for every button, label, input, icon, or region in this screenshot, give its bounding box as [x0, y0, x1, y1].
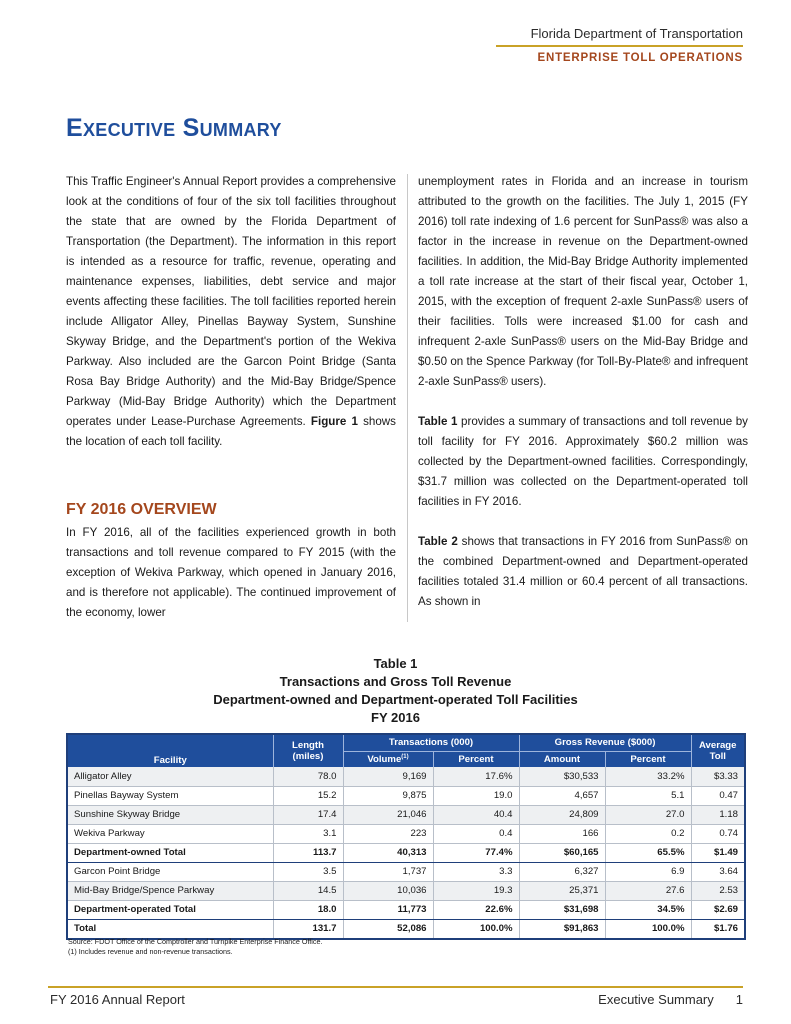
cell-facility: Sunshine Skyway Bridge	[68, 805, 273, 824]
cell-volume: 11,773	[343, 900, 433, 919]
cell-amount: $31,698	[519, 900, 605, 919]
col-header-facility: Facility	[68, 735, 273, 767]
table-row	[68, 900, 744, 919]
right-paragraph-2	[418, 412, 748, 512]
cell-avg-toll: 2.53	[691, 881, 744, 900]
cell-volume: 10,036	[343, 881, 433, 900]
col-header-length: Length (miles)	[273, 735, 343, 767]
cell-volume: 9,169	[343, 767, 433, 786]
header-rule	[496, 45, 743, 47]
cell-amount-percent: 33.2%	[605, 767, 691, 786]
overview-heading: FY 2016 OVERVIEW	[66, 501, 217, 518]
cell-length: 131.7	[273, 919, 343, 938]
footer-section-name: Executive Summary	[598, 992, 714, 1007]
cell-length: 78.0	[273, 767, 343, 786]
table-2-ref: Table 2	[418, 535, 458, 548]
table-caption-year: FY 2016	[371, 710, 420, 725]
overview-column	[66, 523, 396, 623]
right-paragraph-2-text: provides a summary of transactions and toll revenue by toll facility for FY 2016. Approximately $60.2 million was collected by the Department-owned facilities. Correspondingly, $31.7 million was collected on the Department-operated toll facilities in FY 2016.	[418, 415, 748, 508]
cell-volume-percent: 17.6%	[433, 767, 519, 786]
cell-amount: 25,371	[519, 881, 605, 900]
table-body	[68, 767, 744, 938]
table-row	[68, 862, 744, 881]
toll-revenue-table	[66, 733, 746, 940]
table-row	[68, 805, 744, 824]
cell-facility: Wekiva Parkway	[68, 824, 273, 843]
cell-volume-percent: 77.4%	[433, 843, 519, 862]
cell-volume-percent: 19.3	[433, 881, 519, 900]
cell-length: 18.0	[273, 900, 343, 919]
col-group-revenue: Gross Revenue ($000)	[519, 735, 691, 751]
cell-amount: 4,657	[519, 786, 605, 805]
cell-volume: 1,737	[343, 862, 433, 881]
cell-length: 15.2	[273, 786, 343, 805]
col-header-volume-label: Volume	[367, 753, 402, 765]
right-paragraph-1: unemployment rates in Florida and an increase in tourism attributed to the growth on the facilities. The July 1, 2015 (FY 2016) toll rate indexing of 1.6 percent for SunPass® was also a factor in the increase in revenue on the Department-owned facilities. In addition, the Mid-Bay Bridge Authority implemented a toll rate increase at the start of their fiscal year, October 1, 2015, with the exception of frequent 2-axle SunPass® users of their facilities. Tolls were increased $1.00 for cash and infrequent 2-axle SunPass® users on the Mid-Bay Bridge and $0.50 on the Spence Parkway (for Toll-By-Plate® and infrequent 2-axle SunPass® users).	[418, 175, 748, 388]
cell-facility: Pinellas Bayway System	[68, 786, 273, 805]
table-1-ref: Table 1	[418, 415, 458, 428]
cell-volume: 21,046	[343, 805, 433, 824]
cell-amount: 166	[519, 824, 605, 843]
table-footnote: (1) Includes revenue and non-revenue transactions.	[68, 947, 233, 956]
cell-amount-percent: 65.5%	[605, 843, 691, 862]
cell-avg-toll: 3.64	[691, 862, 744, 881]
cell-volume: 9,875	[343, 786, 433, 805]
cell-amount: $91,863	[519, 919, 605, 938]
cell-amount: 6,327	[519, 862, 605, 881]
cell-avg-toll: $1.76	[691, 919, 744, 938]
cell-volume: 40,313	[343, 843, 433, 862]
cell-facility: Garcon Point Bridge	[68, 862, 273, 881]
cell-length: 17.4	[273, 805, 343, 824]
table-source-text: Source: FDOT Office of the Comptroller and Turnpike Enterprise Finance Office.	[68, 937, 323, 946]
header-division: ENTERPRISE TOLL OPERATIONS	[537, 52, 743, 64]
table-row	[68, 881, 744, 900]
cell-amount-percent: 27.6	[605, 881, 691, 900]
col-group-transactions: Transactions (000)	[343, 735, 519, 751]
volume-footnote-marker: (1)	[401, 753, 409, 760]
col-header-amount: Amount	[519, 751, 605, 767]
cell-volume-percent: 19.0	[433, 786, 519, 805]
table-caption-subtitle: Department-owned and Department-operated Toll Facilities	[213, 692, 578, 707]
col-header-volume	[343, 751, 433, 767]
cell-avg-toll: 0.74	[691, 824, 744, 843]
cell-amount: $30,533	[519, 767, 605, 786]
cell-avg-toll: 0.47	[691, 786, 744, 805]
overview-paragraph: In FY 2016, all of the facilities experienced growth in both transactions and toll revenue compared to FY 2015 (with the exception of Wekiva Parkway, which opened in January 2016, and is therefore not applicable). The continued improvement of the economy, lower	[66, 526, 396, 619]
cell-length: 3.5	[273, 862, 343, 881]
cell-amount-percent: 5.1	[605, 786, 691, 805]
cell-facility: Total	[68, 919, 273, 938]
cell-facility: Department-owned Total	[68, 843, 273, 862]
table-row	[68, 843, 744, 862]
cell-length: 113.7	[273, 843, 343, 862]
cell-facility: Mid-Bay Bridge/Spence Parkway	[68, 881, 273, 900]
table-row	[68, 767, 744, 786]
cell-volume-percent: 40.4	[433, 805, 519, 824]
table-row	[68, 824, 744, 843]
col-header-avg-toll: Average Toll	[691, 735, 744, 767]
intro-text: This Traffic Engineer's Annual Report provides a comprehensive look at the conditions of four of the six toll facilities throughout the state that are owned by the Florida Department of Transportation (the Department). The information in this report is intended as a resource for traffic, revenue, operating and maintenance expenses, liabilities, debt service and major events affecting these facilities. The toll facilities reported herein include Alligator Alley, Pinellas Bayway System, Sunshine Skyway Bridge, and the Department's portion of the Wekiva Parkway. Also included are the Garcon Point Bridge (Santa Rosa Bay Bridge Authority) and the Mid-Bay Bridge/Spence Parkway (Mid-Bay Bridge Authority) which the Department operates under Lease-Purchase Agreements.	[66, 175, 396, 428]
cell-amount-percent: 0.2	[605, 824, 691, 843]
cell-amount: 24,809	[519, 805, 605, 824]
footer-section	[598, 992, 743, 1007]
footer-rule	[48, 986, 743, 988]
cell-amount-percent: 100.0%	[605, 919, 691, 938]
cell-amount-percent: 6.9	[605, 862, 691, 881]
cell-avg-toll: 1.18	[691, 805, 744, 824]
cell-avg-toll: $3.33	[691, 767, 744, 786]
col-header-amount-percent: Percent	[605, 751, 691, 767]
cell-volume-percent: 0.4	[433, 824, 519, 843]
table-caption-title: Transactions and Gross Toll Revenue	[279, 674, 512, 689]
page-number: 1	[735, 992, 743, 1007]
intro-paragraph	[66, 172, 396, 452]
table-source	[68, 937, 322, 957]
col-header-volume-percent: Percent	[433, 751, 519, 767]
cell-amount: $60,165	[519, 843, 605, 862]
header-organization: Florida Department of Transportation	[530, 26, 743, 41]
cell-facility: Alligator Alley	[68, 767, 273, 786]
cell-volume-percent: 100.0%	[433, 919, 519, 938]
cell-length: 14.5	[273, 881, 343, 900]
table-caption-number: Table 1	[373, 656, 418, 671]
footer-report-name: FY 2016 Annual Report	[50, 992, 185, 1007]
table-row	[68, 919, 744, 938]
intro-tail: shows the location of each toll facility.	[66, 415, 396, 448]
cell-volume: 223	[343, 824, 433, 843]
cell-amount-percent: 34.5%	[605, 900, 691, 919]
cell-avg-toll: $2.69	[691, 900, 744, 919]
figure-1-ref: Figure 1	[310, 415, 358, 428]
cell-volume-percent: 22.6%	[433, 900, 519, 919]
cell-volume-percent: 3.3	[433, 862, 519, 881]
cell-avg-toll: $1.49	[691, 843, 744, 862]
cell-volume: 52,086	[343, 919, 433, 938]
cell-length: 3.1	[273, 824, 343, 843]
cell-facility: Department-operated Total	[68, 900, 273, 919]
page-title: Executive Summary	[66, 114, 282, 142]
table-row	[68, 786, 744, 805]
right-paragraph-3-text: shows that transactions in FY 2016 from SunPass® on the combined Department-owned and Department-operated facilities totaled 31.4 million or 60.4 percent of all transactions. As shown in	[418, 535, 748, 608]
column-divider	[407, 174, 408, 622]
right-column	[418, 172, 748, 612]
intro-column	[66, 172, 396, 452]
right-paragraph-3	[418, 532, 748, 612]
cell-amount-percent: 27.0	[605, 805, 691, 824]
